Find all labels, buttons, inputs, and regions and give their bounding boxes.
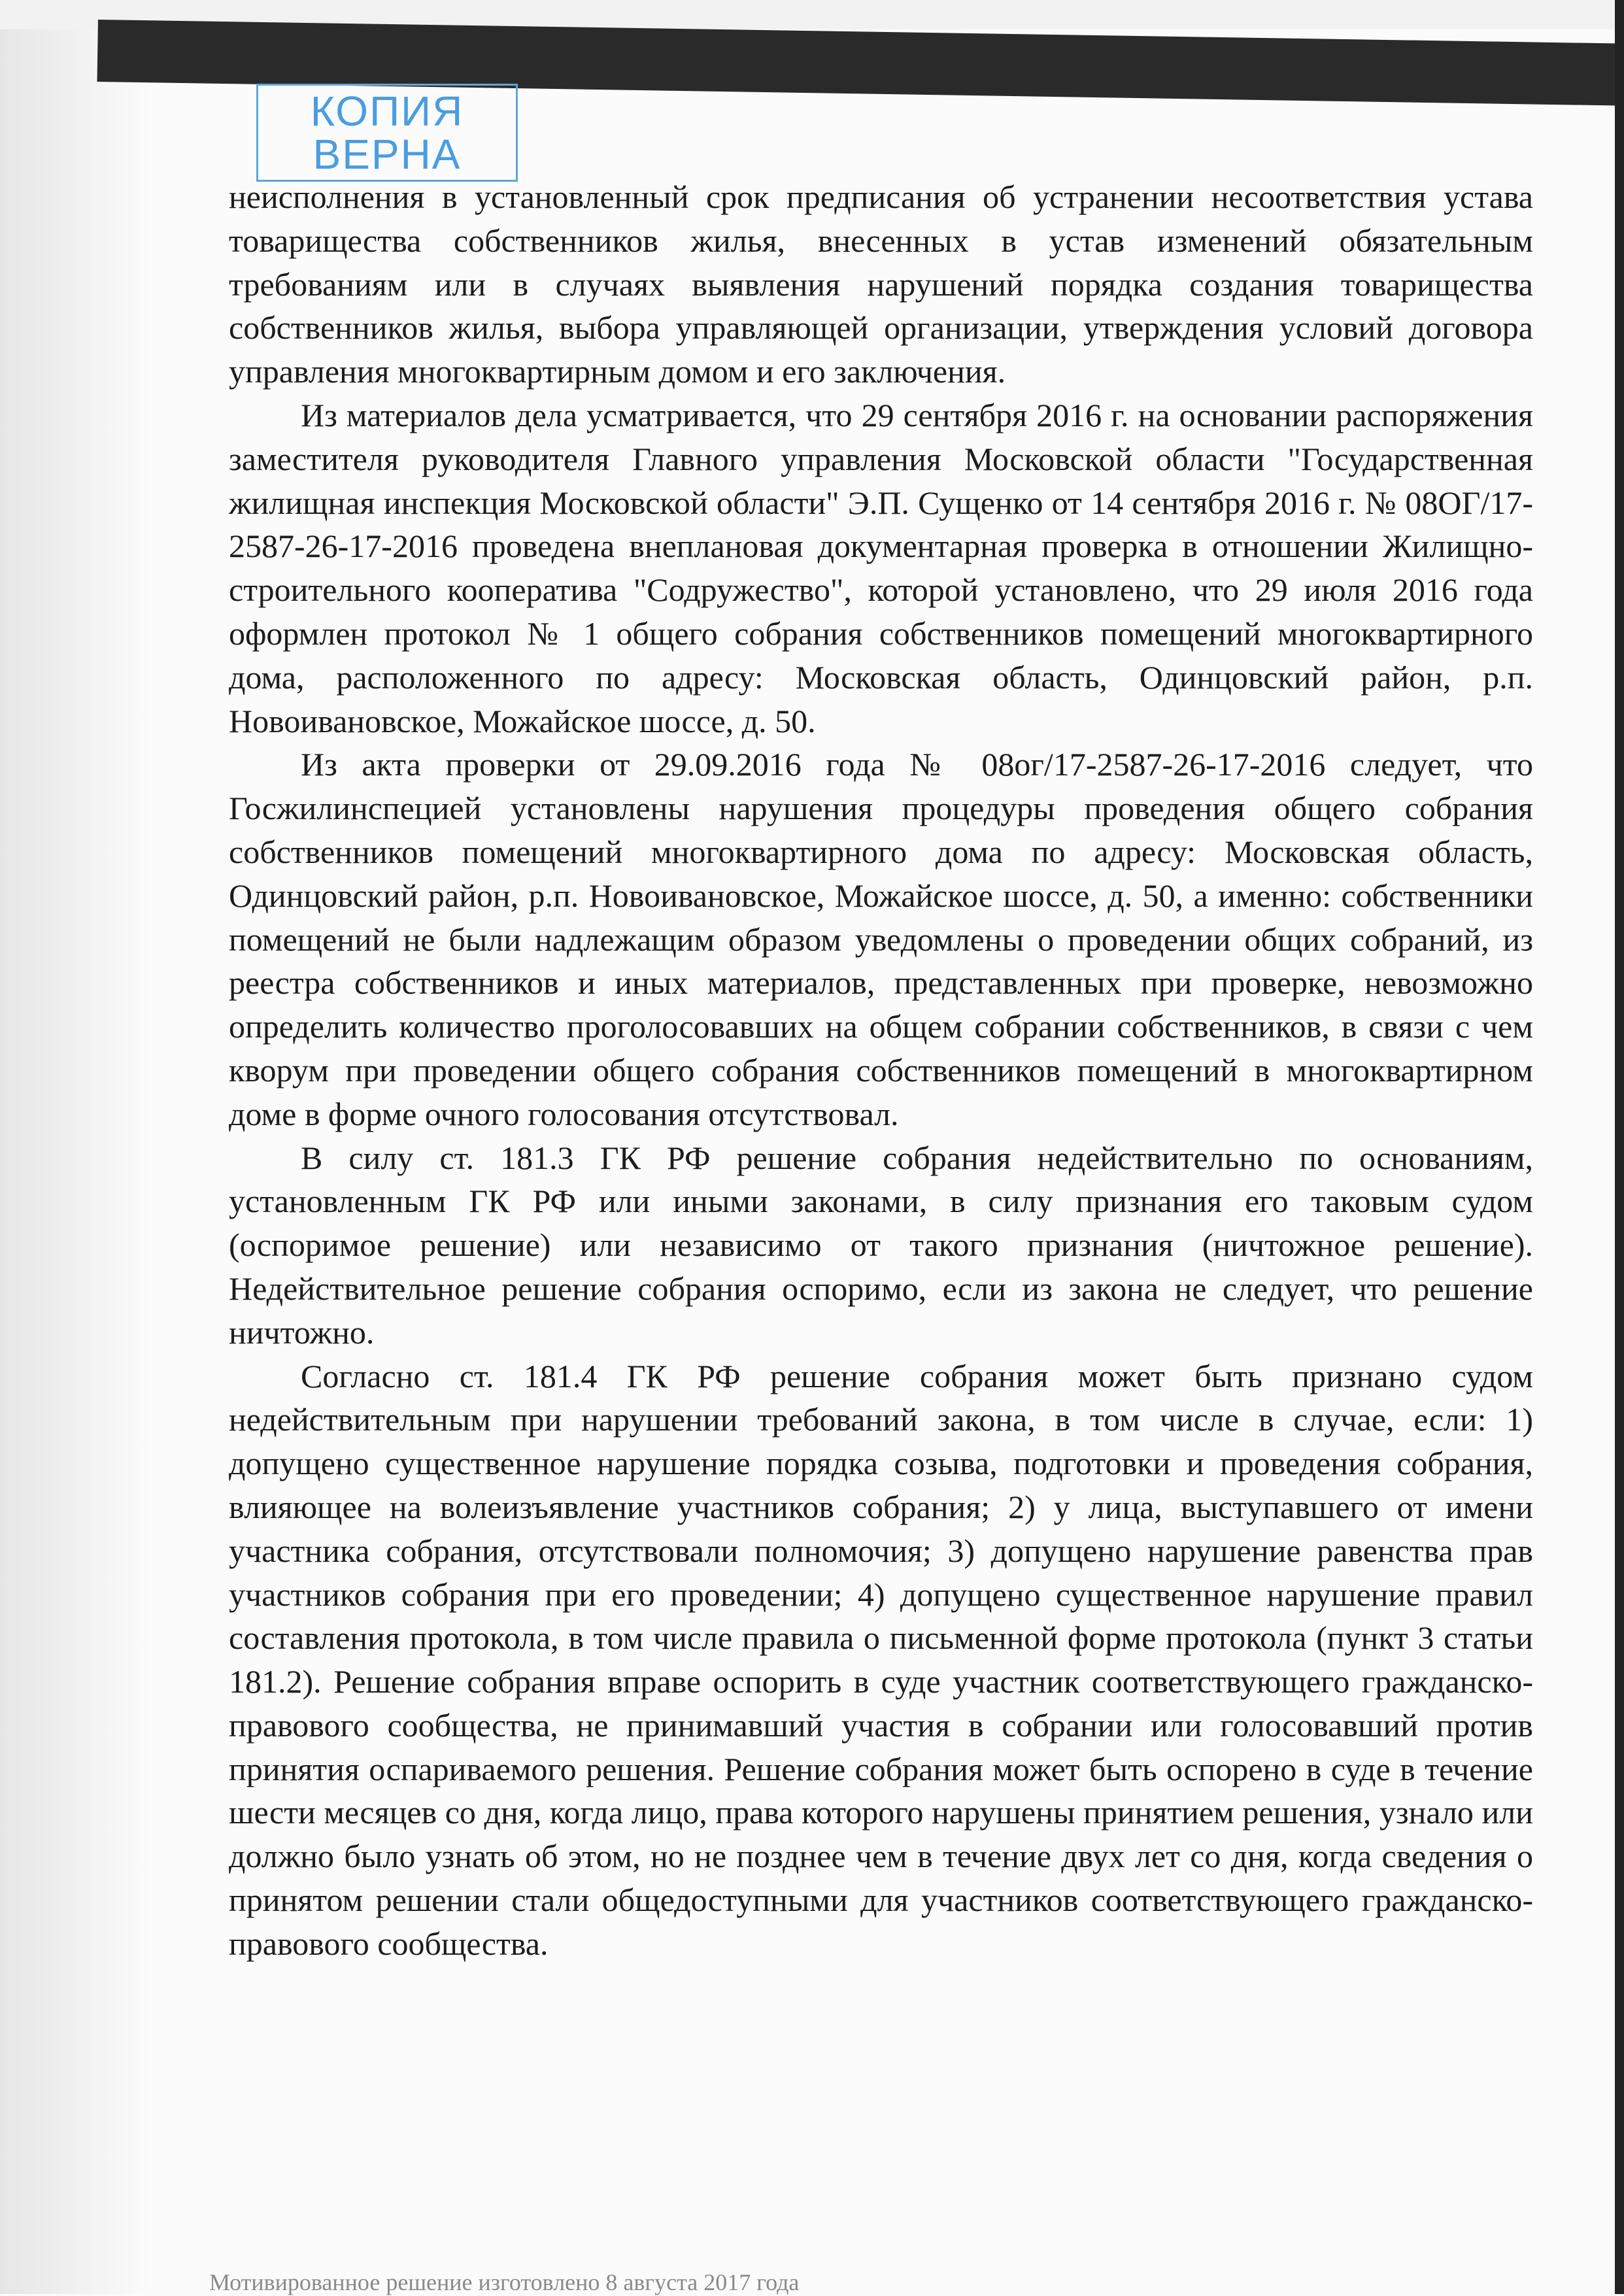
- document-body: [229, 175, 1533, 1966]
- paragraph: Из материалов дела усматривается, что 29 сентября 2016 г. на основании распоряжения заместителя руководителя Главного управления Московской области "Государственная жилищная инспекция Московской области" Э.П. Сущенко от 14 сентября 2016 г. № 08ОГ/17-2587-26-17-2016 проведена внеплановая документарная проверка в отношении Жилищно-строительного кооператива "Содружество", которой установлено, что 29 июля 2016 года оформлен протокол № 1 общего собрания собственников помещений многоквартирного дома, расположенного по адресу: Московская область, Одинцовский район, р.п. Новоивановское, Можайское шоссе, д. 50.: [229, 396, 1533, 739]
- scan-right-edge: [1615, 0, 1624, 2294]
- paragraph: В силу ст. 181.3 ГК РФ решение собрания недействительно по основаниям, установленным ГК РФ или иными законами, в силу признания его таковым судом (оспоримое решение) или независимо от такого признания (ничтожное решение). Недействительное решение собрания оспоримо, если из закона не следует, что решение ничтожно.: [229, 1139, 1533, 1351]
- paragraph: Из акта проверки от 29.09.2016 года № 08ог/17-2587-26-17-2016 следует, что Госжилинспецией установлены нарушения процедуры проведения общего собрания собственников помещений многоквартирного дома по адресу: Московская область, Одинцовский район, р.п. Новоивановское, Можайское шоссе, д. 50, а именно: собственники помещений не были надлежащим образом уведомлены о проведении общих собраний, из реестра собственников и иных материалов, представленных при проверке, невозможно определить количество проголосовавших на общем собрании собственников, в связи с чем кворум при проведении общего собрания собственников помещений в многоквартирном доме в форме очного голосования отсутствовал.: [229, 746, 1533, 1132]
- copy-certified-stamp: [256, 84, 518, 182]
- stamp-line-2: ВЕРНА: [313, 131, 462, 178]
- footer-note: Мотивированное решение изготовлено 8 августа 2017 года: [209, 2269, 800, 2295]
- stamp-line-1: КОПИЯ: [310, 88, 464, 135]
- paragraph: Согласно ст. 181.4 ГК РФ решение собрания может быть признано судом недействительным при нарушении требований закона, в том числе в случае, если: 1) допущено существенное нарушение порядка созыва, подготовки и проведения собрания, влияющее на волеизъявление участников собрания; 2) у лица, выступавшего от имени участника собрания, отсутствовали полномочия; 3) допущено нарушение равенства прав участников собрания при его проведении; 4) допущено существенное нарушение правил составления протокола, в том числе правила о письменной форме протокола (пункт 3 статьи 181.2). Решение собрания вправе оспорить в суде участник соответствующего гражданско-правового сообщества, не принимавший участия в собрании или голосовавший против принятия оспариваемого решения. Решение собрания может быть оспорено в суде в течение шести месяцев со дня, когда лицо, права которого нарушены принятием решения, узнало или должно было узнать об этом, но не позднее чем в течение двух лет со дня, когда сведения о принятом решении стали общедоступными для участников соответствующего гражданско-правового сообщества.: [229, 1357, 1533, 1962]
- paragraph: неисполнения в установленный срок предписания об устранении несоответствия устава товарищества собственников жилья, внесенных в устав изменений обязательным требованиям или в случаях выявления нарушений порядка создания товарищества собственников жилья, выбора управляющей организации, утверждения условий договора управления многоквартирным домом и его заключения.: [229, 178, 1533, 390]
- scan-left-edge: [0, 0, 150, 2294]
